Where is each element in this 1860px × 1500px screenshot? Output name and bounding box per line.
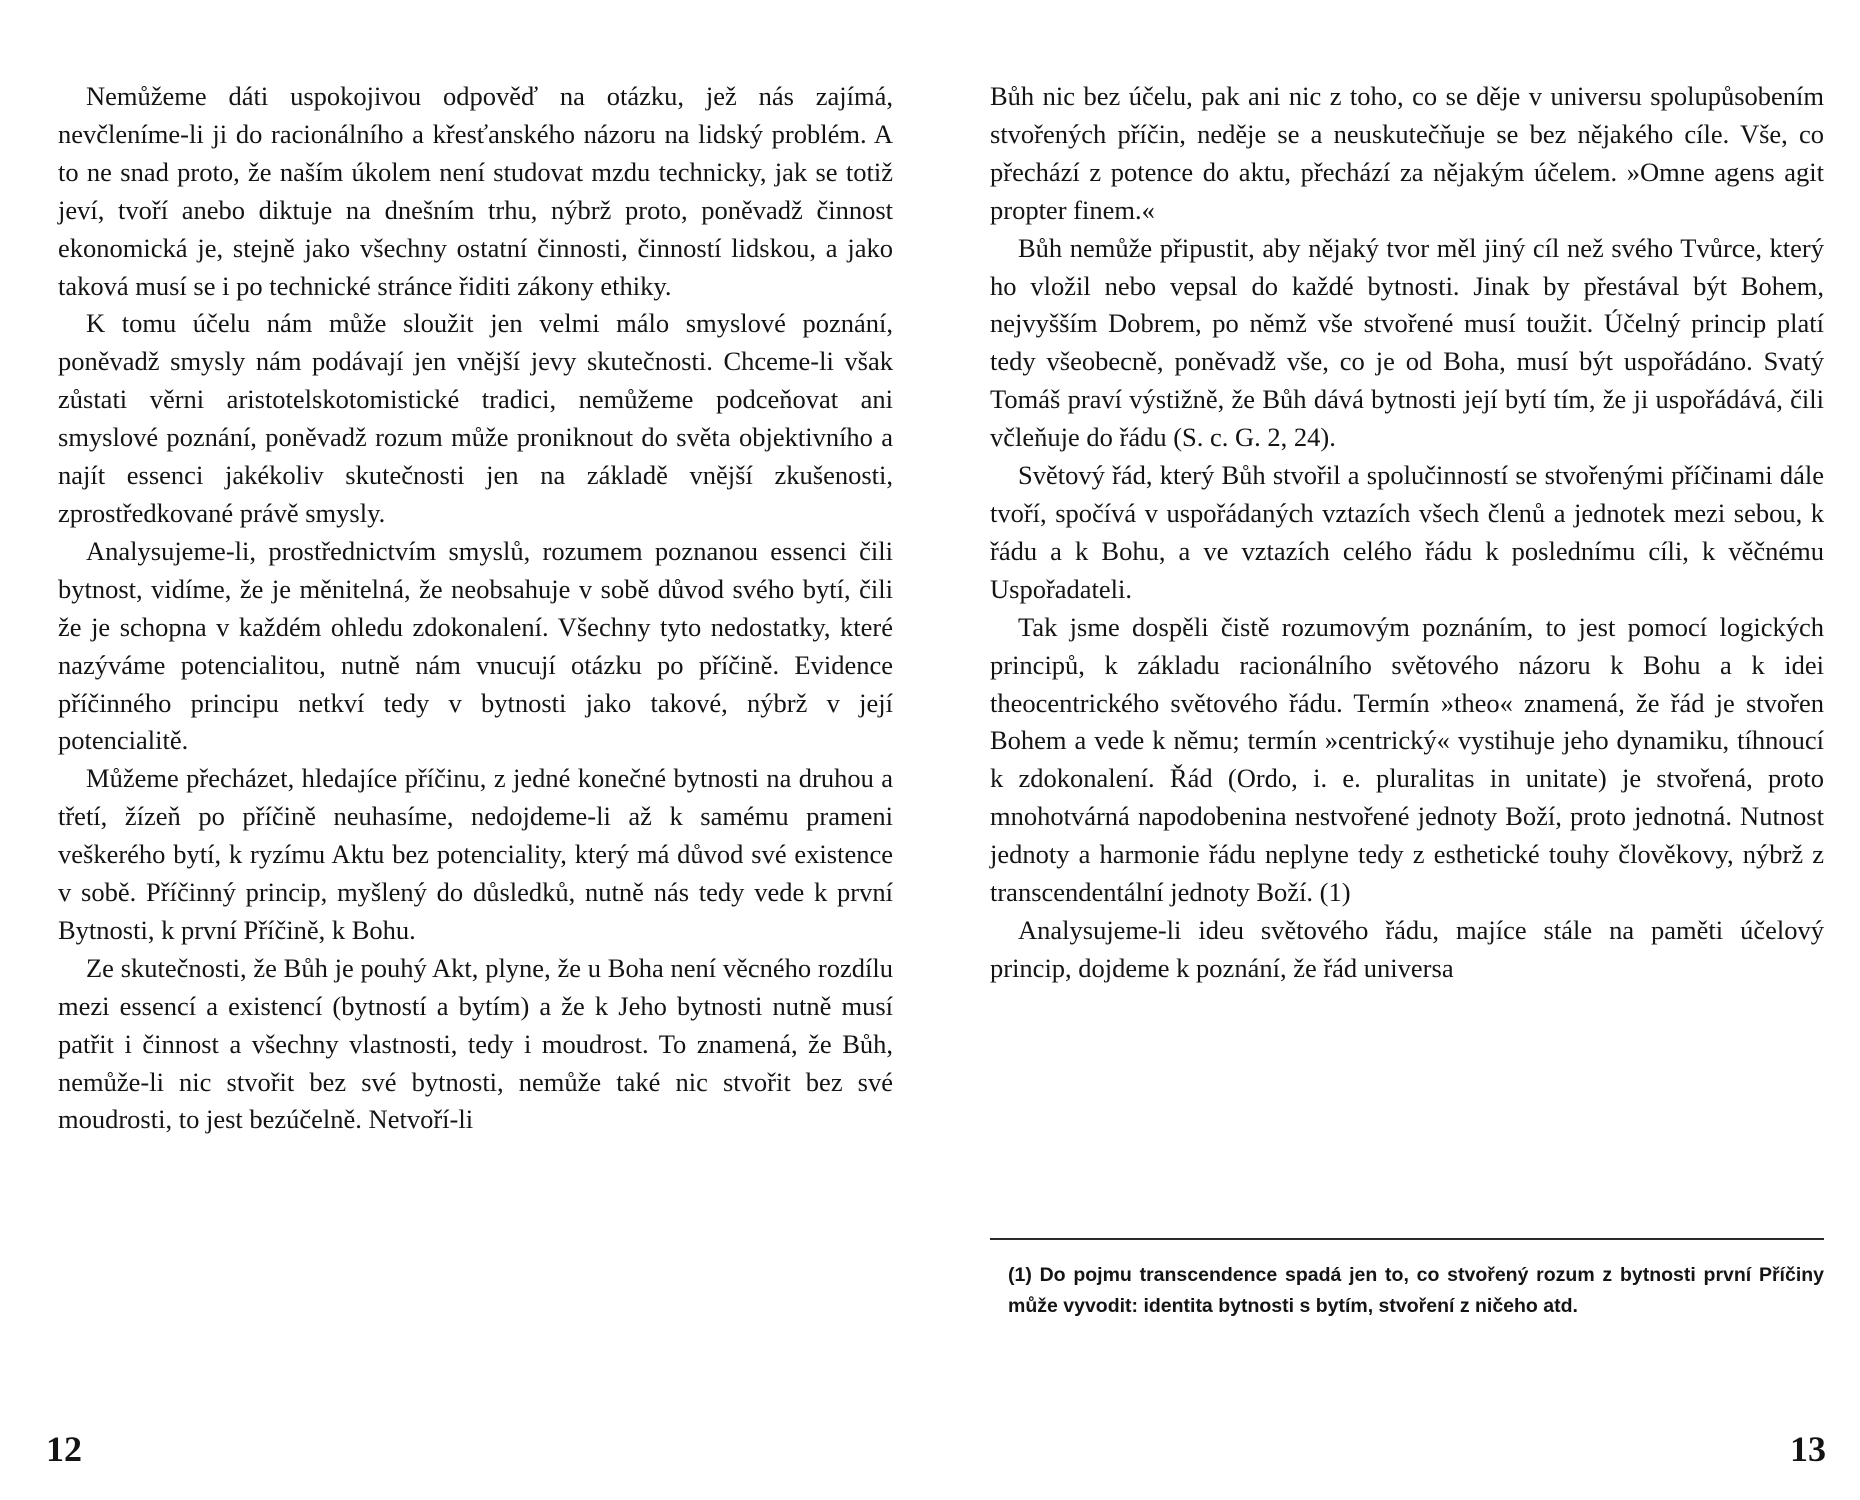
footnote: (1) Do pojmu transcendence spadá jen to, co stvořený rozum z bytnosti první Příčiny může vyvodit: identita bytnosti s bytím, stvoření z ničeho atd. [1008, 1264, 1824, 1317]
paragraph: Analysujeme-li ideu světového řádu, majíce stále na paměti účelový princip, dojdeme k poznání, že řád universa [990, 914, 1824, 983]
left-page-text-column [58, 78, 893, 1139]
right-page-text-column [990, 78, 1824, 988]
paragraph: Můžeme přecházet, hledajíce příčinu, z jedné konečné bytnosti na druhou a třetí, žízeň po příčině neuhasíme, nedojdeme-li až k samému prameni veškerého bytí, k ryzímu Aktu bez potenciality, který má důvod své existence v sobě. Příčinný princip, myšlený do důsledků, nutně nás tedy vede k první Bytnosti, k první Příčině, k Bohu. [58, 763, 893, 945]
paragraph: K tomu účelu nám může sloužit jen velmi málo smyslové poznání, poněvadž smysly nám podávají jen vnější jevy skutečnosti. Chceme-li však zůstati věrni aristotelskotomistické tradici, nemůžeme podceňovat ani smyslové poznání, poněvadž rozum může proniknout do světa objektivního a najít essenci jakékoliv skutečnosti jen na základě vnější zkušenosti, zprostředkované právě smysly. [58, 308, 893, 528]
paragraph-continued: Bůh nic bez účelu, pak ani nic z toho, co se děje v universu spolupůsobením stvořených příčin, neděje se a neuskutečňuje se bez nějakého cíle. Vše, co přechází z potence do aktu, přechází za nějakým účelem. »Omne agens agit propter finem.« [990, 81, 1824, 225]
paragraph: Nemůžeme dáti uspokojivou odpověď na otázku, jež nás zajímá, nevčleníme-li ji do racionálního a křesťanského názoru na lidský problém. A to ne snad proto, že naším úkolem není studovat mzdu technicky, jak se totiž jeví, tvoří anebo diktuje na dnešním trhu, nýbrž proto, poněvadž činnost ekonomická je, stejně jako všechny ostatní činnosti, činností lidskou, a jako taková musí se i po technické stránce řiditi zákony ethiky. [58, 81, 893, 301]
paragraph: Světový řád, který Bůh stvořil a spolučinností se stvořenými příčinami dále tvoří, spočívá v uspořádaných vztazích všech členů a jednotek mezi sebou, k řádu a k Bohu, a ve vztazích celého řádu k poslednímu cíli, k věčnému Uspořadateli. [990, 460, 1824, 604]
page-number: 13 [1790, 1429, 1826, 1469]
paragraph: Bůh nemůže připustit, aby nějaký tvor měl jiný cíl než svého Tvůrce, který ho vložil nebo vepsal do každé bytnosti. Jinak by přestával být Bohem, nejvyšším Dobrem, po němž vše stvořené musí toužit. Účelný princip platí tedy všeobecně, poněvadž vše, co je od Boha, musí být uspořádáno. Svatý Tomáš praví výstižně, že Bůh dává bytnosti její bytí tím, že ji uspořádává, čili včleňuje do řádu (S. c. G. 2, 24). [990, 232, 1824, 453]
right-page [930, 0, 1860, 1500]
footnote-area [990, 1238, 1824, 1322]
paragraph: Analysujeme-li, prostřednictvím smyslů, rozumem poznanou essenci čili bytnost, vidíme, že je měnitelná, že neobsahuje v sobě důvod svého bytí, čili že je schopna v každém ohledu zdokonalení. Všechny tyto nedostatky, které nazýváme potencialitou, nutně nám vnucují otázku po příčině. Evidence příčinného principu netkví tedy v bytnosti jako takové, nýbrž v její potencialitě. [58, 535, 893, 756]
footnote-divider [990, 1238, 1824, 1240]
paragraph: Ze skutečnosti, že Bůh je pouhý Akt, plyne, že u Boha není věcného rozdílu mezi essencí a existencí (bytností a bytím) a že k Jeho bytnosti nutně musí patřit i činnost a všechny vlastnosti, tedy i moudrost. To znamená, že Bůh, nemůže-li nic stvořit bez své bytnosti, nemůže také nic stvořit bez své moudrosti, to jest bezúčelně. Netvoří-li [58, 952, 893, 1135]
paragraph: Tak jsme dospěli čistě rozumovým poznáním, to jest pomocí logických principů, k základu racionálního světového názoru k Bohu a k idei theocentrického světového řádu. Termín »theo« znamená, že řád je stvořen Bohem a vede k němu; termín »centrický« vystihuje jeho dynamiku, tíhnoucí k zdokonalení. Řád (Ordo, i. e. pluralitas in unitate) je stvořená, proto mnohotvárná napodobenina nestvořené jednoty Boží, proto jednotná. Nutnost jednoty a harmonie řádu neplyne tedy z esthetické touhy člověkovy, nýbrž z transcendentální jednoty Boží. (1) [990, 611, 1824, 908]
page-number: 12 [46, 1429, 82, 1469]
